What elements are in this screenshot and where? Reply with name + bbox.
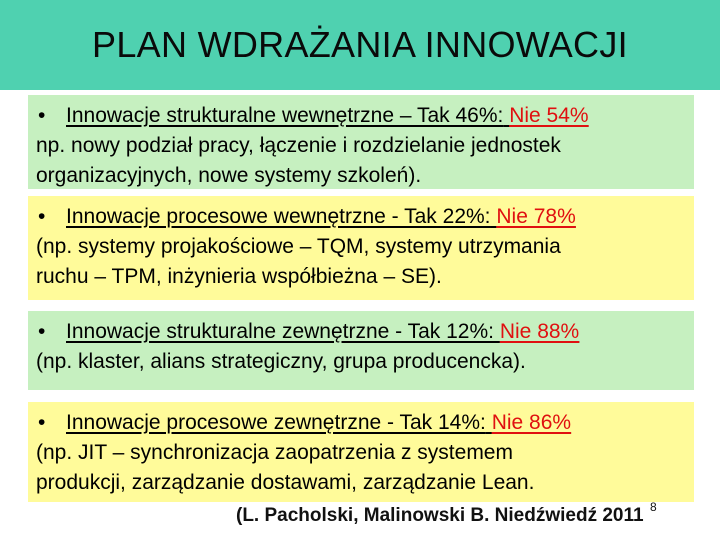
item-label: Innowacje procesowe zewnętrzne - Tak 14%: [66, 411, 486, 434]
item-heading [36, 317, 686, 347]
slide-title: PLAN WDRAŻANIA INNOWACJI [92, 24, 628, 65]
item-box-3 [28, 311, 694, 390]
item-detail: np. nowy podział pracy, łączenie i rozdzielanie jednostek organizacyjnych, nowe systemy szkoleń). [36, 134, 561, 187]
bullet: • [38, 411, 46, 434]
item-label: Innowacje procesowe wewnętrzne - Tak 22%: [66, 205, 491, 228]
item-heading [36, 101, 686, 131]
bullet: • [38, 104, 46, 127]
item-detail: (np. klaster, alians strategiczny, grupa producencka). [36, 350, 526, 373]
item-nie-value: Nie 86% [491, 411, 572, 434]
page-number: 8 [650, 500, 657, 514]
item-label: Innowacje strukturalne wewnętrzne – Tak 46%: [66, 104, 504, 127]
item-box-4 [28, 402, 694, 502]
item-nie-value: Nie 78% [496, 205, 576, 228]
bullet: • [38, 320, 46, 343]
item-nie-value: Nie 54% [509, 104, 589, 127]
title-bar [0, 0, 720, 90]
bullet: • [38, 205, 46, 228]
item-label: Innowacje strukturalne zewnętrzne - Tak 12%: [66, 320, 494, 343]
item-nie-value: Nie 88% [499, 320, 580, 343]
item-box-1 [28, 95, 694, 189]
citation: (L. Pacholski, Malinowski B. Niedźwiedź 2011 [236, 505, 644, 526]
item-heading [36, 202, 686, 232]
item-heading [36, 408, 686, 438]
item-detail: (np. JIT – synchronizacja zaopatrzenia z systemem produkcji, zarządzanie dostawami, zarządzanie Lean. [36, 441, 535, 494]
item-box-2 [28, 196, 694, 300]
item-detail: (np. systemy projakościowe – TQM, systemy utrzymania ruchu – TPM, inżynieria współbieżna – SE). [36, 235, 561, 288]
